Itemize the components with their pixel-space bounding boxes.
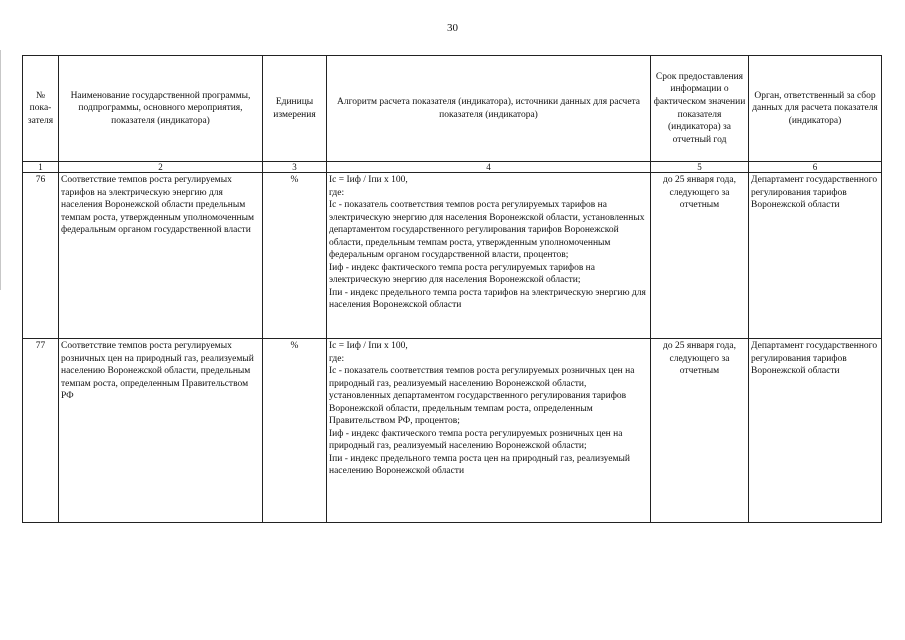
- header-unit: Единицы измерения: [263, 56, 327, 162]
- reporting-deadline: до 25 января года, следующего за отчетным: [651, 339, 749, 523]
- header-num: № пока-зателя: [23, 56, 59, 162]
- column-number: 2: [59, 162, 263, 173]
- reporting-deadline: до 25 января года, следующего за отчетным: [651, 173, 749, 339]
- row-number: 77: [23, 339, 59, 523]
- table-row: [23, 173, 882, 339]
- algorithm-line: Iс - показатель соответствия темпов роста регулируемых тарифов на электрическую энергию для населения Воронежской области, установленных департаментом государственного регулирования тарифов Воронежской области, предельным темпам роста, утвержденным уполномоченным федеральным органом государственной власти, процентов;: [329, 200, 645, 261]
- algorithm-line: Iпи - индекс предельного темпа роста цен на природный газ, реализуемый населению Воронежской области: [329, 453, 631, 477]
- column-number: 4: [327, 162, 651, 173]
- calculation-algorithm: [327, 339, 651, 523]
- algorithm-line: Iпи - индекс предельного темпа роста тарифов на электрическую энергию для населения Воронежской области: [329, 287, 646, 311]
- page-number: 30: [447, 22, 458, 34]
- indicator-name: Соответствие темпов роста регулируемых розничных цен на природный газ, реализуемый населению Воронежской области, предельным темпам роста, определенным Правительством РФ: [59, 339, 263, 523]
- algorithm-line: Iс - показатель соответствия темпов роста регулируемых розничных цен на природный газ, реализуемый населению Воронежской области, установленных департаментом государственного регулирования тарифов Воронежской области, предельным темпам роста, определенным Правительством РФ, процентов;: [329, 366, 635, 427]
- algorithm-line: Iс = Iиф / Iпи х 100,: [329, 175, 408, 185]
- column-number: 5: [651, 162, 749, 173]
- algorithm-line: Iиф - индекс фактического темпа роста регулируемых тарифов на электрическую энергию для населения Воронежской области;: [329, 262, 595, 286]
- header-deadline: Срок предоставления информации о фактическом значении показателя (индикатора) за отчетный год: [651, 56, 749, 162]
- header-responsible: Орган, ответственный за сбор данных для расчета показателя (индикатора): [749, 56, 882, 162]
- column-number: 1: [23, 162, 59, 173]
- column-number-row: [23, 162, 882, 173]
- algorithm-line: Iиф - индекс фактического темпа роста регулируемых розничных цен на природный газ, реализуемый населению Воронежской области;: [329, 428, 623, 452]
- indicator-table: [22, 55, 882, 523]
- unit-of-measure: %: [263, 173, 327, 339]
- responsible-body: Департамент государственного регулирования тарифов Воронежской области: [749, 173, 882, 339]
- indicator-name: Соответствие темпов роста регулируемых тарифов на электрическую энергию для населения Воронежской области предельным темпам роста, утвержденным уполномоченным федеральным органом государственной власти: [59, 173, 263, 339]
- algorithm-line: где:: [329, 187, 345, 198]
- header-algorithm: Алгоритм расчета показателя (индикатора), источники данных для расчета показателя (индикатора): [327, 56, 651, 162]
- calculation-algorithm: [327, 173, 651, 339]
- algorithm-line: Iс = Iиф / Iпи х 100,: [329, 341, 408, 351]
- responsible-body: Департамент государственного регулирования тарифов Воронежской области: [749, 339, 882, 523]
- column-number: 6: [749, 162, 882, 173]
- algorithm-line: где:: [329, 353, 345, 364]
- header-row: [23, 56, 882, 162]
- scan-edge-line: [0, 50, 1, 290]
- table-row: [23, 339, 882, 523]
- row-number: 76: [23, 173, 59, 339]
- column-number: 3: [263, 162, 327, 173]
- header-name: Наименование государственной программы, подпрограммы, основного мероприятия, показателя (индикатора): [59, 56, 263, 162]
- unit-of-measure: %: [263, 339, 327, 523]
